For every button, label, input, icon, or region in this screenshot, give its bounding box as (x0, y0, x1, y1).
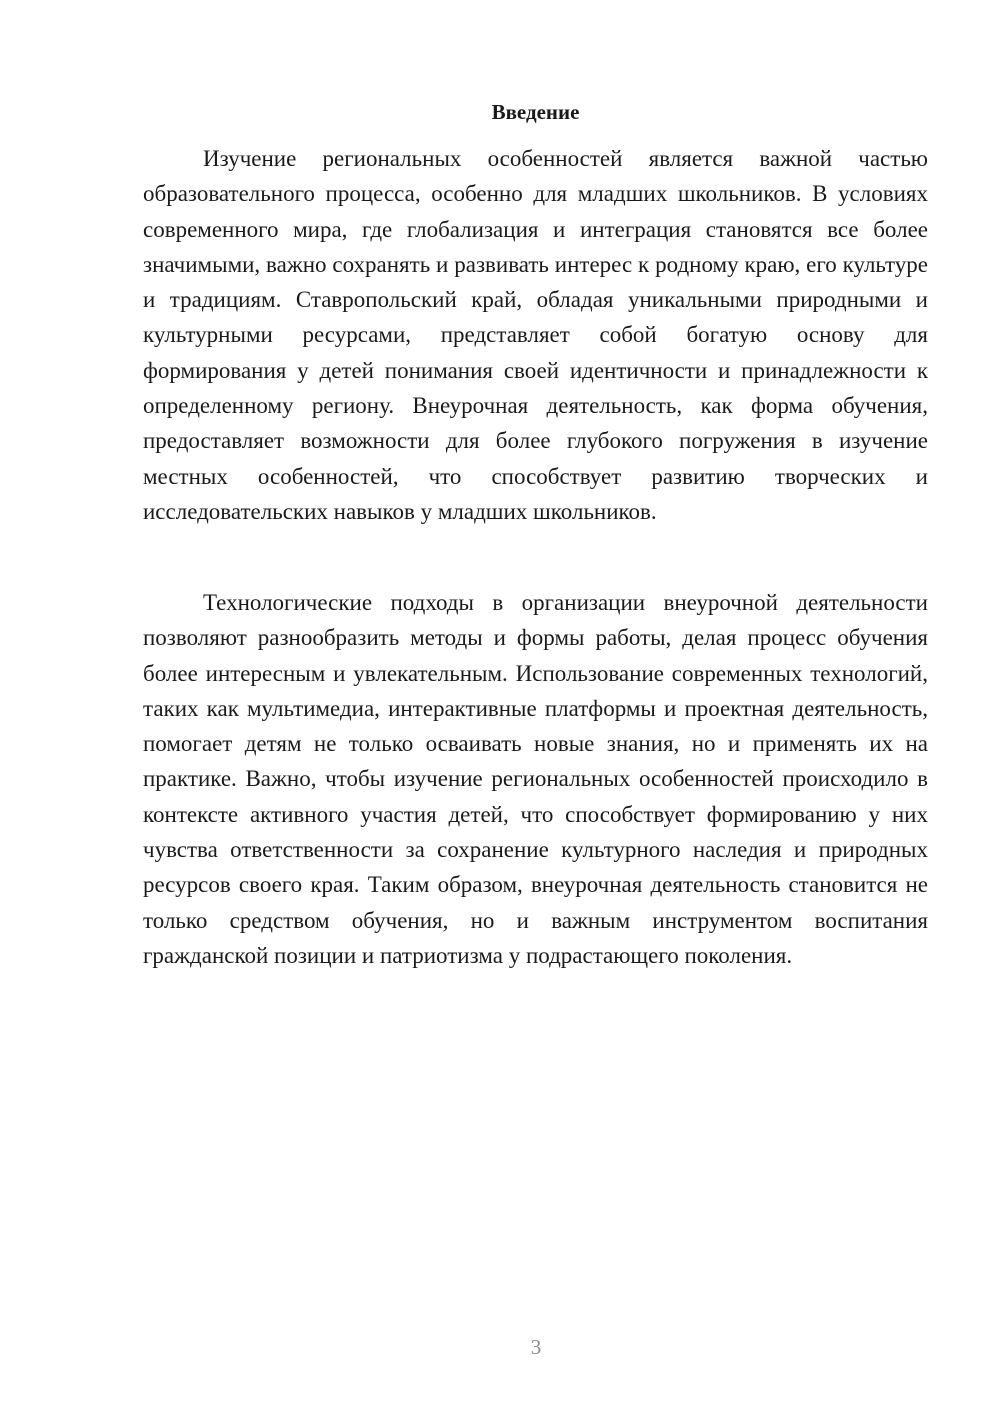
paragraph-2: Технологические подходы в организации внеурочной деятельности позволяют разнообразить методы и формы работы, делая процесс обучения более интересным и увлекательным. Использование современных технологий, таких как мультимедиа, интерактивные платформы и проектная деятельность, помогает детям не только осваивать новые знания, но и применять их на практике. Важно, чтобы изучение региональных особенностей происходило в контексте активного участия детей, что способствует формированию у них чувства ответственности за сохранение культурного наследия и природных ресурсов своего края. Таким образом, внеурочная деятельность становится не только средством обучения, но и важным инструментом воспитания гражданской позиции и патриотизма у подрастающего поколения. (143, 590, 928, 968)
paragraph-1: Изучение региональных особенностей является важной частью образовательного процесса, особенно для младших школьников. В условиях современного мира, где глобализация и интеграция становятся все более значимыми, важно сохранять и развивать интерес к родному краю, его культуре и традициям. Ставропольский край, обладая уникальными природными и культурными ресурсами, представляет собой богатую основу для формирования у детей понимания своей идентичности и принадлежности к определенному региону. Внеурочная деятельность, как форма обучения, предоставляет возможности для более глубокого погружения в изучение местных особенностей, что способствует развитию творческих и исследовательских навыков у младших школьников. (143, 146, 928, 524)
page-number: 3 (530, 1335, 542, 1359)
section-heading: Введение (491, 100, 580, 124)
